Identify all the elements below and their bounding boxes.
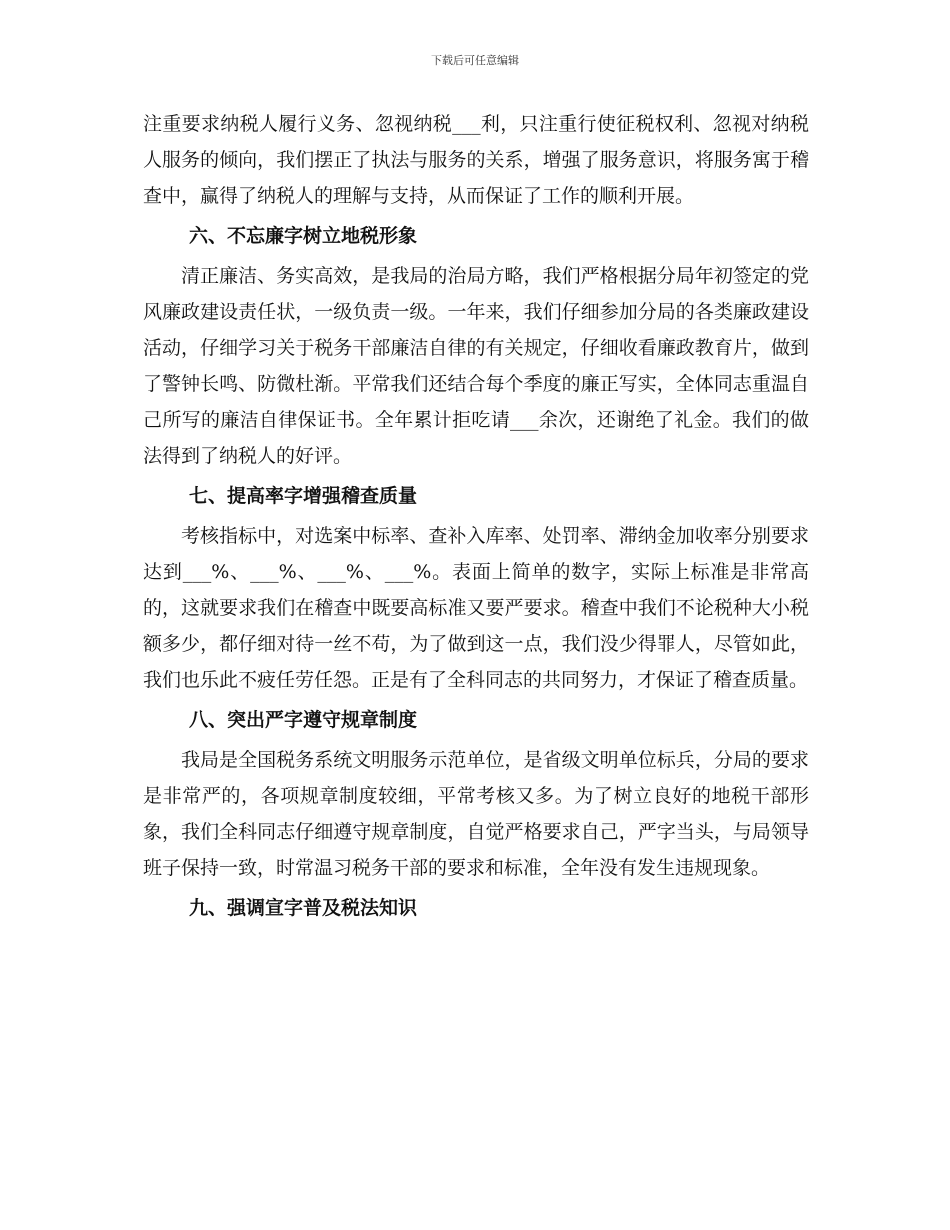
section-heading-6: 六、不忘廉字树立地税形象 — [189, 225, 418, 247]
section-heading-7: 七、提高率字增强稽查质量 — [189, 485, 418, 507]
section-heading-9: 九、强调宣字普及税法知识 — [189, 897, 418, 919]
paragraph-continued: 注重要求纳税人履行义务、忽视纳税___利，只注重行使征税权利、忽视对纳税人服务的倾向，我们摆正了执法与服务的关系，增强了服务意识，将服务寓于稽查中，赢得了纳税人的理解与支持，从而保证了工作的顺利开展。 — [143, 113, 809, 207]
document-body — [143, 106, 809, 926]
paragraph-section-8: 我局是全国税务系统文明服务示范单位，是省级文明单位标兵，分局的要求是非常严的，各项规章制度较细，平常考核又多。为了树立良好的地税干部形象，我们全科同志仔细遵守规章制度，自觉严格要求自己，严字当头，与局领导班子保持一致，时常温习税务干部的要求和标准，全年没有发生违规现象。 — [143, 749, 809, 879]
section-heading-8: 八、突出严字遵守规章制度 — [189, 709, 418, 731]
page-header: 下载后可任意编辑 — [431, 54, 519, 67]
paragraph-section-6: 清正廉洁、务实高效，是我局的治局方略，我们严格根据分局年初签定的党风廉政建设责任状，一级负责一级。一年来，我们仔细参加分局的各类廉政建设活动，仔细学习关于税务干部廉洁自律的有关规定，仔细收看廉政教育片，做到了警钟长鸣、防微杜渐。平常我们还结合每个季度的廉正写实，全体同志重温自己所写的廉洁自律保证书。全年累计拒吃请___余次，还谢绝了礼金。我们的做法得到了纳税人的好评。 — [143, 265, 809, 467]
paragraph-section-7: 考核指标中，对选案中标率、查补入库率、处罚率、滞纳金加收率分别要求达到___%、___%、___%、___%。表面上简单的数字，实际上标准是非常高的，这就要求我们在稽查中既要高标准又要严要求。稽查中我们不论税种大小税额多少，都仔细对待一丝不苟，为了做到这一点，我们没少得罪人，尽管如此，我们也乐此不疲任劳任怨。正是有了全科同志的共同努力，才保证了稽查质量。 — [143, 525, 809, 691]
